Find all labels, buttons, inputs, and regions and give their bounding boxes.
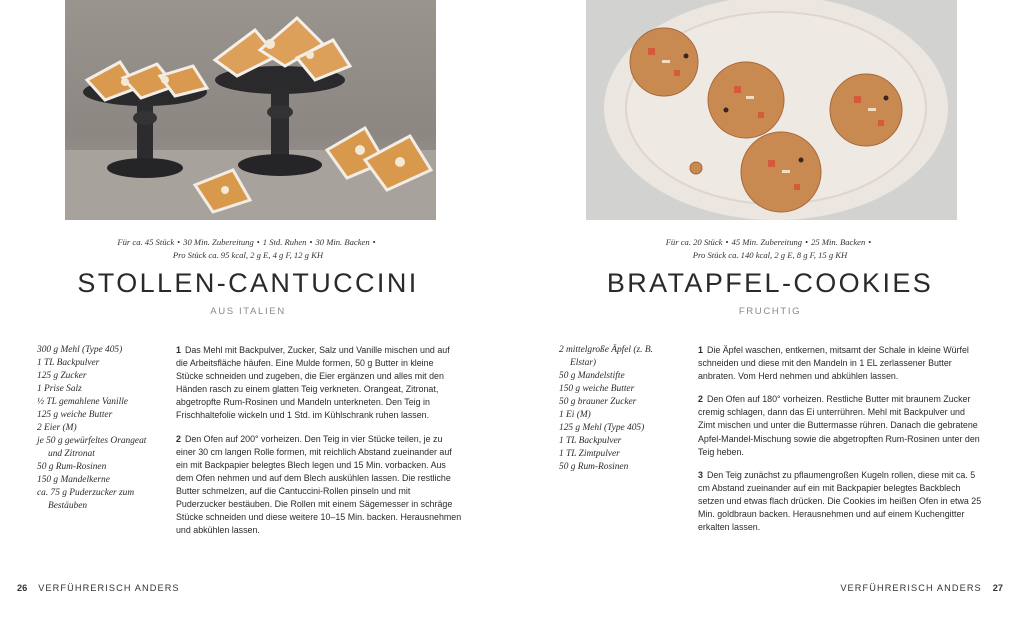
ingredient-item: 125 g weiche Butter — [37, 410, 113, 420]
ingredient-list — [559, 344, 671, 474]
meta-prep: 45 Min. Zubereitung — [731, 237, 803, 247]
page-number: 26 — [17, 583, 28, 593]
ingredient-item: 125 g Zucker — [37, 371, 87, 381]
ingredient-item: 1 TL Zimtpulver — [559, 449, 620, 459]
ingredient-item: 1 Prise Salz — [37, 384, 82, 394]
ingredient-item: 300 g Mehl (Type 405) — [37, 345, 123, 355]
step-text: Den Ofen auf 200° vorheizen. Den Teig in vier Stücke teilen, je zu einer 30 cm langen Rolle formen, mit reichlich Abstand zueinander auf ein mit Backpapier belegtes Blech legen und 15 Min. vorbacken. Aus dem Ofen nehmen und auf dem Blech auskühlen lassen. Die restliche Butter schmelzen, auf die Cantuccini-Rollen pinseln und mit Puderzucker bestäuben. Die Rollen mit einem Sägemesser in schräge Stücke schneiden und diese weitere 10–15 Min. backen. Herausnehmen und abkühlen lassen. — [176, 433, 462, 536]
meta-bake: 30 Min. Backen — [315, 237, 370, 247]
ingredient-item: ½ TL gemahlene Vanille — [37, 397, 128, 407]
ingredient-item: 2 Eier (M) — [37, 423, 77, 433]
meta-nutrition: Pro Stück ca. 95 kcal, 2 g E, 4 g F, 12 g KH — [172, 250, 324, 260]
meta-nutrition: Pro Stück ca. 140 kcal, 2 g E, 8 g F, 15 g KH — [692, 250, 848, 260]
page-number: 27 — [992, 583, 1003, 593]
step-text: Das Mehl mit Backpulver, Zucker, Salz und Vanille mischen und auf die Arbeitsfläche häufen. Eine Mulde formen, 50 g Butter in kleine Stücke schneiden und zugeben, die Eier ergänzen und alles mit den Händen rasch zu einem glatten Teig verkneten. Orangeat, Zitronat, abgetropfte Rum-Rosinen und Mandeln unterkneten. Den Teig in Frischhaltefolie wickeln und 1 Std. im Kühlschrank ruhen lassen. — [176, 345, 450, 421]
page-footer — [17, 583, 180, 593]
meta-rest: 1 Std. Ruhen — [262, 237, 307, 247]
ingredient-item: 150 g weiche Butter — [559, 384, 635, 394]
method-steps — [698, 344, 982, 544]
ingredient-item: 125 g Mehl (Type 405) — [559, 423, 645, 433]
step-number: 1 — [176, 345, 181, 355]
recipe-meta — [40, 236, 456, 262]
ingredient-item: 1 TL Backpulver — [37, 358, 100, 368]
meta-yield: Für ca. 45 Stück — [117, 237, 175, 247]
ingredient-item: 1 Ei (M) — [559, 410, 591, 420]
cantuccini-photo — [65, 0, 436, 220]
meta-yield: Für ca. 20 Stück — [665, 237, 723, 247]
step-number: 2 — [176, 433, 181, 444]
method-step — [698, 469, 982, 534]
ingredient-item: ca. 75 g Puderzucker zum Bestäuben — [37, 488, 135, 511]
recipe-subtitle: AUS ITALIEN — [210, 306, 286, 317]
ingredient-item: 50 g brauner Zucker — [559, 397, 637, 407]
running-head: VERFÜHRERISCH ANDERS — [840, 583, 982, 593]
step-number: 2 — [698, 394, 703, 405]
ingredient-item: 1 TL Backpulver — [559, 436, 622, 446]
ingredient-item: 50 g Mandelstifte — [559, 371, 625, 381]
method-step — [698, 344, 982, 383]
recipe-subtitle: FRUCHTIG — [738, 306, 802, 317]
meta-prep: 30 Min. Zubereitung — [183, 237, 254, 247]
recipe-title: STOLLEN-CANTUCCINI — [77, 268, 419, 298]
ingredient-item: 2 mittelgroße Äpfel (z. B. Elstar) — [559, 345, 653, 368]
page-footer — [840, 583, 1003, 593]
meta-bake: 25 Min. Backen — [811, 237, 866, 247]
recipe-title: BRATAPFEL-COOKIES — [606, 268, 934, 298]
ingredient-list — [37, 344, 155, 513]
step-number: 1 — [698, 345, 703, 355]
cookies-photo — [586, 0, 957, 220]
step-text: Die Äpfel waschen, entkernen, mitsamt der Schale in kleine Würfel schneiden und diese mit den Mandeln in 1 EL zerlassener Butter anbraten. Vom Herd nehmen und abkühlen lassen. — [698, 345, 969, 382]
ingredient-item: 50 g Rum-Rosinen — [559, 462, 629, 472]
recipe-meta — [560, 236, 980, 262]
meta-line-1: Für ca. 20 Stück • 45 Min. Zubereitung • 25 Min. Backen • — [665, 237, 872, 247]
right-page — [510, 0, 1020, 618]
meta-line-1: Für ca. 45 Stück • 30 Min. Zubereitung • 1 Std. Ruhen • 30 Min. Backen • — [117, 237, 376, 247]
ingredient-item: 50 g Rum-Rosinen — [37, 462, 107, 472]
method-step — [176, 433, 462, 538]
step-text: Den Ofen auf 180° vorheizen. Restliche Butter mit braunem Zucker cremig schlagen, dann das Ei unterrühren. Mehl mit Backpulver und Zimt mischen und unter die Buttermasse rühren. Danach die gebratene Apfel-Mandel-Mischung sowie die abgetropften Rum-Rosinen unter den Teig heben. — [698, 394, 980, 457]
running-head: VERFÜHRERISCH ANDERS — [38, 583, 180, 593]
method-step — [176, 344, 462, 423]
method-steps — [176, 344, 462, 547]
method-step — [698, 393, 982, 458]
ingredient-item: 150 g Mandelkerne — [37, 475, 110, 485]
step-text: Den Teig zunächst zu pflaumengroßen Kugeln rollen, diese mit ca. 5 cm Abstand zueinander auf ein mit Backpapier belegtes Backblech setzen und etwas flach drücken. Die Cookies im heißen Ofen in etwa 25 Min. goldbraun backen. Herausnehmen und auf einem Kuchengitter erkalten lassen. — [698, 469, 982, 533]
step-number: 3 — [698, 469, 703, 480]
ingredient-item: je 50 g gewürfeltes Orangeat und Zitronat — [37, 436, 147, 459]
